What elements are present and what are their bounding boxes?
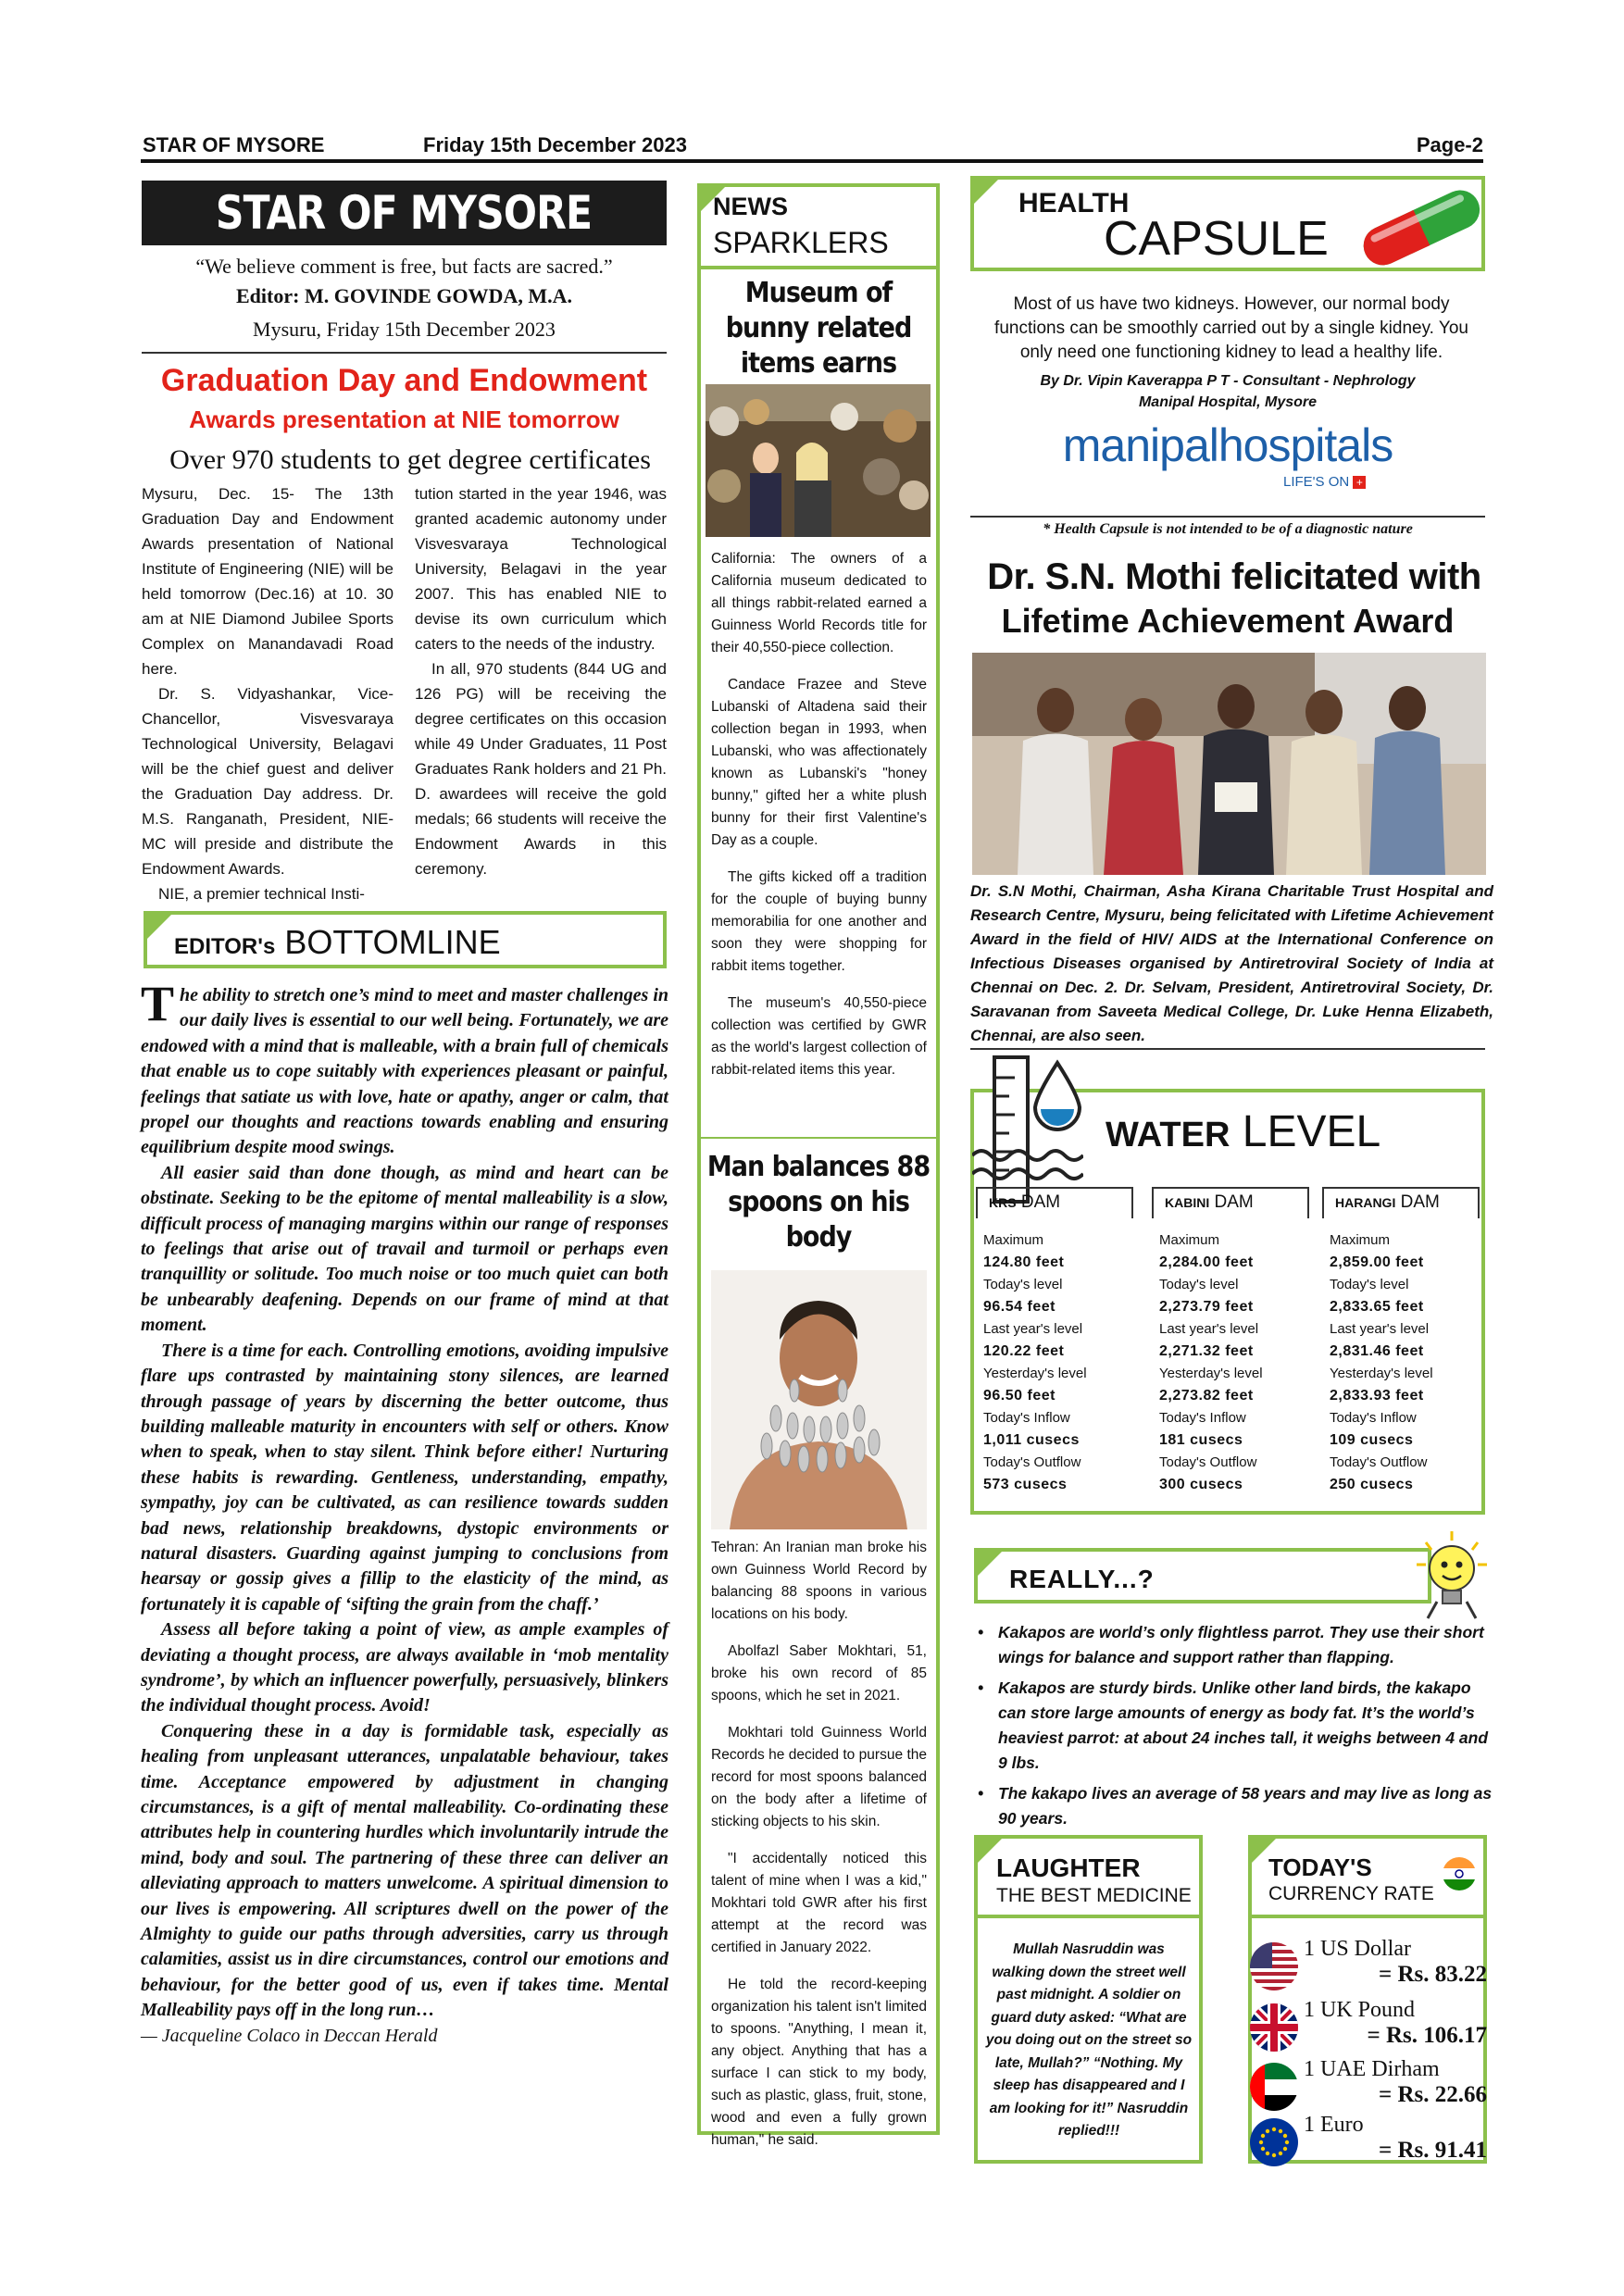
dam-row-label: Today's Outflow (983, 1454, 1081, 1470)
news-paragraph: Mokhtari told Guinness World Records he decided to pursue the record for most spoons balanced on the body after a lifetime of sticking objects to his skin. (711, 1725, 927, 1829)
dam-header (1322, 1187, 1480, 1218)
header-paper-name: STAR OF MYSORE (143, 133, 325, 156)
really-list (974, 1620, 1493, 1831)
dam-row-label: Today's Outflow (1330, 1454, 1428, 1470)
dam-row-value: 300 cusecs (1159, 1477, 1243, 1492)
dam-row-label: Yesterday's level (1330, 1366, 1433, 1381)
editorial-label-light: BOTTOMLINE (284, 923, 501, 961)
currency-label-light: CURRENCY RATE (1268, 1883, 1434, 1904)
health-byline: By Dr. Vipin Kaverappa P T - Consultant - Nephrology (1040, 373, 1416, 389)
really-bullet-text: Kakapos are sturdy birds. Unlike other land birds, the kakapo can store large amounts of energy as body fat. It’s the world’s heaviest parrot: at about 24 inches tall, it weighs between 4 and 9 lbs. (998, 1678, 1489, 1772)
laughter-label-bold: LAUGHTER (996, 1853, 1141, 1882)
lead-column-2 (415, 481, 667, 881)
divider (697, 266, 940, 269)
award-headline: Dr. S.N. Mothi felicitated with (987, 556, 1481, 597)
india-flag-icon (1443, 1857, 1476, 1890)
header-date: Friday 15th December 2023 (423, 133, 687, 156)
dam-name: DAM (1020, 1192, 1061, 1212)
currency-name: 1 US Dollar (1304, 1937, 1411, 1961)
news-story-2 (711, 1537, 927, 2166)
dam-row-label: Today's Inflow (1330, 1410, 1417, 1426)
health-disclaimer: * Health Capsule is not intended to be of a diagnostic nature (970, 516, 1485, 538)
news-paragraph: The museum's 40,550-piece collection was certified by GWR as the world's largest collection of rabbit-related items this year. (711, 995, 927, 1078)
dam-row-label: Maximum (1159, 1232, 1220, 1248)
editorial-credit: — Jacqueline Colaco in Deccan Herald (141, 2025, 438, 2046)
currency-rate: = Rs. 83.22 (1378, 1962, 1487, 1987)
dam-name: DAM (1400, 1192, 1440, 1212)
plus-icon: + (1353, 476, 1366, 489)
dam-row-label: Last year's level (1159, 1321, 1259, 1337)
news-paragraph: Candace Frazee and Steve Lubanski of Altadena said their collection began in 1993, when Lubanski, who was affectionately known as Lubanski's "honey bunny," gifted her a white plush bunny for their first Valentine's Day as a couple. (711, 677, 927, 848)
dam-row-label: Maximum (1330, 1232, 1391, 1248)
drop-cap: T (141, 976, 175, 1031)
dam-row-value: 120.22 feet (983, 1343, 1065, 1359)
currency-row (1250, 2057, 1491, 2108)
dam-row-value: 2,284.00 feet (1159, 1254, 1254, 1270)
dam-column (1159, 1229, 1326, 1496)
editorial-label-bold: EDITOR's (174, 934, 276, 959)
news-paragraph: He told the record-keeping organization his talent isn't limited to spoons. "Anything, I mean it, any object. Anything that has a surface I can stick to my body, such as plastic, glass, fruit, stone, wood and even a fully grown human," he said. (711, 1977, 927, 2148)
lead-paragraph: Dr. S. Vidyashankar, Vice-Chancellor, Visvesvaraya Technological University, Belagavi will be the chief guest and deliver the Graduation Day address. Dr. M.S. Ranganath, President, NIE-MC will preside and distribute the Endowment Awards. (142, 685, 394, 878)
bullet-icon: • (978, 1623, 984, 1641)
currency-name: 1 Euro (1304, 2113, 1364, 2137)
bullet-icon: • (978, 1784, 984, 1803)
us-flag-icon (1250, 1942, 1298, 1990)
dam-row-value: 250 cusecs (1330, 1477, 1414, 1492)
manipal-logo: manipalhospitals (1062, 419, 1393, 471)
dam-row-label: Today's level (1159, 1277, 1239, 1292)
uae-flag-icon (1250, 2063, 1298, 2111)
news-paragraph: The gifts kicked off a tradition for the couple of buying bunny memorabilia for one another and soon they were shopping for rabbit items together. (711, 869, 927, 974)
waves-icon (972, 1144, 1083, 1191)
bunny-museum-photo (706, 384, 931, 537)
divider (697, 1137, 940, 1139)
news-headline-1: Museum of bunny related items earns (725, 277, 912, 380)
manipal-tagline: LIFE'S ON (1283, 474, 1350, 490)
editorial-label (174, 924, 501, 966)
dam-row-label: Last year's level (1330, 1321, 1430, 1337)
news-label-bold: NEWS (713, 193, 788, 220)
editorial-paragraph: All easier said than done though, as mind and heart can be obstinate. Seeking to be the epitome of mental malleability is a slow, difficult process of managing margins within our range of responses to feelings that arise out of travail and turmoil or perhaps even tranquillity or solitude. Too much noise or too much quiet can both be unbearably deafening. Depends on our frame of mind at that moment. (141, 1162, 668, 1336)
masthead-dateline: Mysuru, Friday 15th December 2023 (253, 318, 556, 341)
news-paragraph: Tehran: An Iranian man broke his own Guinness World Record by balancing 88 spoons in various locations on his body. (711, 1540, 927, 1622)
masthead-title: STAR OF MYSORE (216, 186, 593, 240)
editorial-paragraph: Assess all before taking a point of view, as ample examples of deviating a thought process, are always available in ‘mob mentality syndrome’, by which an influencer powerfully, persuasively, blinkers the individual thought process. Avoid! (141, 1619, 668, 1716)
news-paragraph: "I accidentally noticed this talent of mine when I was a kid," Mokhtari told GWR after his first attempt at the record was certified in January 2022. (711, 1851, 927, 1955)
dam-column (1330, 1229, 1496, 1496)
water-label-light: LEVEL (1242, 1107, 1381, 1156)
dam-row-label: Today's Outflow (1159, 1454, 1257, 1470)
lead-subhead: Over 970 students to get degree certificates (169, 444, 651, 475)
dam-row-label: Maximum (983, 1232, 1044, 1248)
editorial-body (141, 976, 668, 2049)
news-headline-2: Man balances 88 spoons on his body (706, 1151, 931, 1254)
lightbulb-icon (1415, 1529, 1489, 1622)
health-label-light: CAPSULE (1104, 212, 1329, 266)
uk-flag-icon (1250, 2003, 1298, 2052)
currency-rate: = Rs. 22.66 (1378, 2082, 1487, 2107)
divider (974, 1915, 1203, 1918)
masthead-banner (142, 181, 667, 245)
dam-row-value: 1,011 cusecs (983, 1432, 1080, 1448)
dam-row-label: Last year's level (983, 1321, 1083, 1337)
list-item (974, 1620, 1493, 1670)
dam-row-value: 96.54 feet (983, 1299, 1056, 1315)
dam-row-value: 2,271.32 feet (1159, 1343, 1254, 1359)
dam-name-bold: KRS (989, 1195, 1017, 1210)
dam-header (1152, 1187, 1309, 1218)
dam-row-value: 2,833.65 feet (1330, 1299, 1424, 1315)
dam-row-value: 181 cusecs (1159, 1432, 1243, 1448)
currency-row (1250, 1937, 1491, 1988)
list-item (974, 1676, 1493, 1776)
list-item (974, 1781, 1493, 1831)
water-drop-icon (1030, 1059, 1085, 1133)
editorial-paragraph: Conquering these in a day is formidable task, especially as healing from unpleasant utterances, unpalatable behaviour, takes time. Acceptance empowered by adjustment in changing circumstances, is a gift of mental malleability. Co-ordinating these attributes help in countering hurdles which involuntarily intrude the mind, body and soul. The partnering of these three can deliver an alleviating approach to matters unwelcome. A spiritual dimension to our lives is empowering. All scriptures dwell on the power of the Almighty to guide our paths through adversities, carry us through calamities, assist us in dire circumstances, control our emotions and behaviour, for the better good of us, even if takes time. Mental Malleability pays off in the long run… (141, 1720, 668, 2021)
capsule-icon (1352, 185, 1491, 268)
editorial-paragraph: There is a time for each. Controlling emotions, avoiding impulsive flare ups contrasted by maintaining stony silences, are learned through passage of years by discerning the better outcome, thus building malleable maturity in encounters with self or others. Know when to speak, when to stay silent. Think before either! Nurturing these habits is rewarding. Gentleness, understanding, empathy, sympathy, joy can be cultivated, as can resilience towards sudden bad news, relationship breakdowns, dystopic environments or natural disasters. Guarding against jumping to conclusions from hearsay or gossip gives a fillip to the elasticity of the mind, as fortunately it is capable of ‘sifting the grain from the chaff.’ (141, 1340, 668, 1615)
page-header (141, 130, 1483, 163)
dam-row-value: 96.50 feet (983, 1388, 1056, 1404)
currency-rate: = Rs. 106.17 (1367, 2023, 1487, 2048)
dam-row-value: 2,833.93 feet (1330, 1388, 1424, 1404)
lead-headline-2: Awards presentation at NIE tomorrow (189, 406, 619, 433)
dam-row-value: 2,859.00 feet (1330, 1254, 1424, 1270)
dam-row-label: Yesterday's level (983, 1366, 1087, 1381)
dam-row-label: Today's Inflow (1159, 1410, 1246, 1426)
lead-paragraph: tution started in the year 1946, was granted academic autonomy under Visvesvaraya Technological University, Belagavi in the year 2007. This has enabled NIE to devise its own curriculum which caters to the needs of the industry. (415, 485, 667, 653)
divider (142, 352, 667, 354)
health-label-bold: HEALTH (1018, 188, 1130, 218)
lead-paragraph: In all, 970 students (844 UG and 126 PG) will be receiving the degree certificates on this occasion while 49 Under Graduates, 11 Post Graduates Rank holders and 21 Ph. D. awardees will receive the gold medals; 66 students will receive the Endowment Awards in this ceremony. (415, 660, 667, 878)
dam-header (976, 1187, 1133, 1218)
currency-name: 1 UAE Dirham (1304, 2057, 1440, 2081)
dam-name-bold: HARANGI (1335, 1195, 1396, 1210)
dam-row-value: 2,273.79 feet (1159, 1299, 1254, 1315)
bullet-icon: • (978, 1678, 984, 1697)
masthead-motto: “We believe comment is free, but facts are sacred.” (195, 255, 613, 278)
currency-name: 1 UK Pound (1304, 1998, 1416, 2022)
divider (970, 1048, 1485, 1050)
dam-row-value: 124.80 feet (983, 1254, 1065, 1270)
really-bullet-text: The kakapo lives an average of 58 years and may live as long as 90 years. (998, 1784, 1493, 1828)
lead-paragraph: Mysuru, Dec. 15- The 13th Graduation Day and Endowment Awards presentation of National Institute of Engineering (NIE) will be held tomorrow (Dec.16) at 10. 30 am at NIE Diamond Jubilee Sports Complex on Manandavadi Road here. (142, 485, 394, 678)
news-paragraph: Abolfazl Saber Mokhtari, 51, broke his own record of 85 spoons, which he set in 2021. (711, 1643, 927, 1703)
news-paragraph: California: The owners of a California museum dedicated to all things rabbit-related earned a Guinness World Records title for their 40,550-piece collection. (711, 551, 927, 655)
lead-headline: Graduation Day and Endowment (160, 363, 648, 398)
dam-name-bold: KABINI (1165, 1195, 1210, 1210)
currency-rate: = Rs. 91.41 (1378, 2138, 1487, 2163)
water-label-bold: WATER (1106, 1116, 1230, 1154)
dam-row-value: 2,831.46 feet (1330, 1343, 1424, 1359)
divider (1248, 1915, 1487, 1918)
masthead-editor: Editor: M. GOVINDE GOWDA, M.A. (236, 284, 572, 307)
laughter-label-light: THE BEST MEDICINE (996, 1885, 1192, 1906)
currency-label-bold: TODAY'S (1268, 1853, 1372, 1881)
dam-row-label: Today's Inflow (983, 1410, 1070, 1426)
dam-column (983, 1229, 1150, 1496)
dam-row-label: Today's level (983, 1277, 1063, 1292)
lead-column-1 (142, 481, 394, 906)
dam-row-value: 573 cusecs (983, 1477, 1068, 1492)
dam-row-label: Yesterday's level (1159, 1366, 1263, 1381)
lead-paragraph: NIE, a premier technical Insti- (158, 885, 365, 903)
news-story-1 (711, 548, 927, 1096)
currency-row (1250, 1998, 1491, 2049)
header-page-number: Page-2 (1416, 133, 1483, 156)
manipal-logo-tag (1283, 474, 1366, 490)
really-label: REALLY...? (1009, 1565, 1155, 1593)
award-caption: Dr. S.N Mothi, Chairman, Asha Kirana Charitable Trust Hospital and Research Centre, Mysuru, being felicitated with Lifetime Achievement Award in the field of HIV/ AIDS at the International Conference on Infectious Diseases organised by Antiretroviral Society of India at Chennai on Dec. 2. Dr. Selvam, President, Antiretroviral Society, Dr. Saravanan from Saveeta Medical College, Dr. Luke Henna Elizabeth, Chennai, are also seen. (970, 882, 1493, 1044)
spoon-man-photo (711, 1270, 927, 1529)
award-photo (972, 653, 1486, 875)
water-label (1106, 1107, 1380, 1160)
health-text: Most of us have two kidneys. However, our normal body functions can be smoothly carried out by a single kidney. You only need one functioning kidney to lead a healthy life. (994, 294, 1468, 362)
eu-flag-icon (1250, 2118, 1298, 2166)
dam-name: DAM (1214, 1192, 1254, 1212)
really-bullet-text: Kakapos are world’s only flightless parrot. They use their short wings for balance and support rather than flapping. (998, 1623, 1484, 1666)
currency-row (1250, 2113, 1491, 2164)
award-headline-2: Lifetime Achievement Award (1001, 602, 1455, 640)
dam-row-value: 109 cusecs (1330, 1432, 1414, 1448)
editorial-paragraph: he ability to stretch one’s mind to meet and master challenges in our daily lives is essential to our well being. Fortunately, we are endowed with a mind that is malleable, with a brain full of chemicals that enable us to cope suitably with experiences pleasant or painful, feelings that satiate us with love, hate or apathy, anger or calm, that propel our thoughts and reactions towards enabling and ensuring equilibrium despite mood swings. (141, 985, 668, 1158)
dam-row-value: 2,273.82 feet (1159, 1388, 1254, 1404)
dam-row-label: Today's level (1330, 1277, 1409, 1292)
news-label-light: SPARKLERS (713, 226, 889, 259)
health-byline-hospital: Manipal Hospital, Mysore (1138, 394, 1318, 410)
laughter-text: Mullah Nasruddin was walking down the street well past midnight. A soldier on guard duty asked: “What are you doing out on the street so late, Mullah?” “Nothing. My sleep has disappeared and I am looking for it!” Nasruddin replied!!! (985, 1941, 1193, 2139)
